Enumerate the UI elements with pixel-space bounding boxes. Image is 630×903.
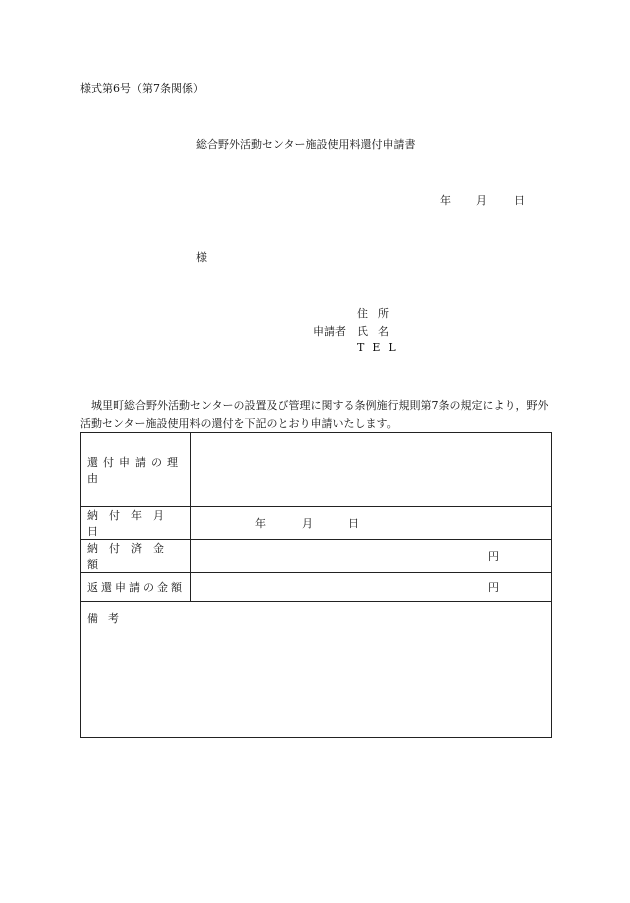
refund-amount-row (81, 573, 552, 602)
refund-amount-field[interactable] (191, 573, 552, 602)
date-line (440, 192, 525, 208)
payment-date-day: 日 (348, 517, 359, 530)
application-table (80, 432, 552, 738)
name-label: 氏名 (357, 325, 399, 338)
payment-date-row (81, 507, 552, 540)
remarks-field[interactable] (81, 602, 552, 738)
reason-field[interactable] (191, 433, 552, 507)
date-day: 日 (514, 194, 525, 207)
remarks-label: 備考 (87, 612, 129, 625)
tel-label: TEL (357, 341, 404, 354)
statement-text: 城里町総合野外活動センターの設置及び管理に関する条例施行規則第7条の規定により，野外活動センター施設使用料の還付を下記のとおり申請いたします。 (80, 399, 549, 430)
payment-date-label: 納付年月日 (81, 507, 191, 540)
form-number: 様式第6号（第7条関係） (80, 82, 204, 95)
payment-date-year: 年 (255, 517, 266, 530)
paid-amount-field[interactable] (191, 540, 552, 573)
document-title: 総合野外活動センター施設使用料還付申請書 (196, 138, 416, 151)
address-label: 住所 (357, 307, 399, 320)
refund-amount-label: 返還申請の金額 (81, 573, 191, 602)
recipient-suffix: 様 (196, 251, 207, 264)
paid-amount-label: 納付済金額 (81, 540, 191, 573)
remarks-row (81, 602, 552, 738)
date-year: 年 (440, 194, 451, 207)
payment-date-field[interactable] (191, 507, 552, 540)
payment-date-month: 月 (302, 517, 313, 530)
applicant-role: 申請者 (313, 325, 346, 338)
reason-label: 還付申請の理由 (81, 433, 191, 507)
refund-amount-unit: 円 (488, 581, 499, 594)
date-month: 月 (476, 194, 487, 207)
reason-row (81, 433, 552, 507)
paid-amount-unit: 円 (488, 550, 499, 563)
paid-amount-row (81, 540, 552, 573)
